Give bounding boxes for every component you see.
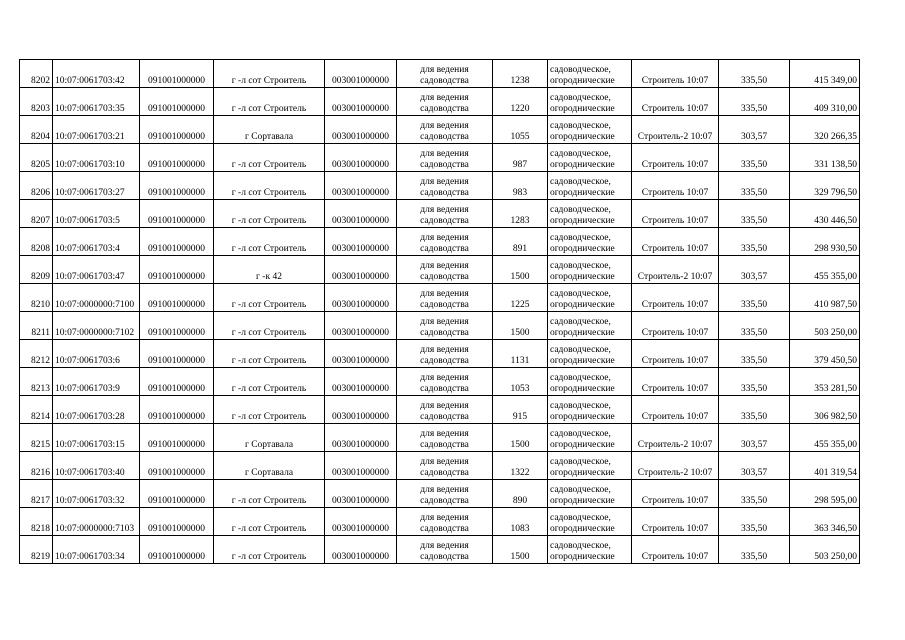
permitted-use-cell (397, 424, 493, 452)
permitted-use-line-1: для ведения (420, 233, 469, 243)
area-cell: 915 (493, 396, 548, 424)
area-cell: 1322 (493, 452, 548, 480)
table-row (20, 508, 860, 536)
land-category-line-2: огороднические (550, 188, 615, 198)
region-code-cell: 091001000000 (140, 172, 214, 200)
land-category-line-2: огороднические (550, 132, 615, 142)
area-cell: 891 (493, 228, 548, 256)
cadastral-value-cell: 409 310,00 (790, 88, 860, 116)
land-category-cell (548, 396, 632, 424)
valuation-zone-cell: Строитель 10:07 (632, 144, 719, 172)
record-number-cell: 8215 (20, 424, 53, 452)
permitted-use-cell (397, 536, 493, 564)
cadastral-number-cell: 10:07:0061703:32 (53, 480, 140, 508)
permitted-use-cell (397, 200, 493, 228)
okato-code-cell: 003001000000 (325, 536, 397, 564)
permitted-use-line-2: садоводства (420, 244, 469, 254)
land-category-cell (548, 452, 632, 480)
permitted-use-line-1: для ведения (420, 93, 469, 103)
cadastral-number-cell: 10:07:0061703:28 (53, 396, 140, 424)
area-cell: 890 (493, 480, 548, 508)
permitted-use-line-1: для ведения (420, 261, 469, 271)
record-number-cell: 8207 (20, 200, 53, 228)
valuation-zone-cell: Строитель 10:07 (632, 284, 719, 312)
table-row (20, 60, 860, 88)
land-category-line-1: садоводческое, (550, 485, 611, 495)
land-category-cell (548, 284, 632, 312)
land-category-line-1: садоводческое, (550, 261, 611, 271)
permitted-use-line-1: для ведения (420, 317, 469, 327)
table-row (20, 200, 860, 228)
address-cell: г Сортавала (214, 116, 325, 144)
area-cell: 1283 (493, 200, 548, 228)
permitted-use-line-1: для ведения (420, 457, 469, 467)
region-code-cell: 091001000000 (140, 424, 214, 452)
specific-value-cell: 303,57 (719, 452, 790, 480)
land-category-cell (548, 172, 632, 200)
record-number-cell: 8214 (20, 396, 53, 424)
region-code-cell: 091001000000 (140, 368, 214, 396)
specific-value-cell: 335,50 (719, 172, 790, 200)
permitted-use-line-1: для ведения (420, 65, 469, 75)
address-cell: г -л сот Строитель (214, 340, 325, 368)
cadastral-number-cell: 10:07:0061703:47 (53, 256, 140, 284)
table-row (20, 312, 860, 340)
land-category-cell (548, 88, 632, 116)
region-code-cell: 091001000000 (140, 60, 214, 88)
record-number-cell: 8202 (20, 60, 53, 88)
specific-value-cell: 335,50 (719, 480, 790, 508)
area-cell: 1500 (493, 536, 548, 564)
area-cell: 1500 (493, 312, 548, 340)
cadastral-number-cell: 10:07:0000000:7102 (53, 312, 140, 340)
cadastral-number-cell: 10:07:0061703:4 (53, 228, 140, 256)
permitted-use-line-1: для ведения (420, 541, 469, 551)
cadastral-value-cell: 353 281,50 (790, 368, 860, 396)
land-category-line-1: садоводческое, (550, 541, 611, 551)
land-category-line-2: огороднические (550, 272, 615, 282)
address-cell: г -л сот Строитель (214, 508, 325, 536)
address-cell: г -л сот Строитель (214, 172, 325, 200)
valuation-zone-cell: Строитель 10:07 (632, 340, 719, 368)
address-cell: г -к 42 (214, 256, 325, 284)
land-category-cell (548, 424, 632, 452)
specific-value-cell: 335,50 (719, 396, 790, 424)
region-code-cell: 091001000000 (140, 340, 214, 368)
region-code-cell: 091001000000 (140, 508, 214, 536)
land-category-line-1: садоводческое, (550, 121, 611, 131)
land-category-line-2: огороднические (550, 356, 615, 366)
permitted-use-line-2: садоводства (420, 188, 469, 198)
permitted-use-line-2: садоводства (420, 272, 469, 282)
permitted-use-line-1: для ведения (420, 373, 469, 383)
okato-code-cell: 003001000000 (325, 508, 397, 536)
specific-value-cell: 335,50 (719, 144, 790, 172)
record-number-cell: 8203 (20, 88, 53, 116)
record-number-cell: 8218 (20, 508, 53, 536)
table-row (20, 256, 860, 284)
area-cell: 1500 (493, 256, 548, 284)
okato-code-cell: 003001000000 (325, 256, 397, 284)
valuation-zone-cell: Строитель 10:07 (632, 396, 719, 424)
cadastral-number-cell: 10:07:0061703:15 (53, 424, 140, 452)
cadastral-number-cell: 10:07:0061703:42 (53, 60, 140, 88)
valuation-zone-cell: Строитель-2 10:07 (632, 424, 719, 452)
permitted-use-line-1: для ведения (420, 205, 469, 215)
address-cell: г Сортавала (214, 424, 325, 452)
land-category-cell (548, 508, 632, 536)
cadastral-value-cell: 298 930,50 (790, 228, 860, 256)
cadastral-value-cell: 329 796,50 (790, 172, 860, 200)
permitted-use-cell (397, 396, 493, 424)
region-code-cell: 091001000000 (140, 396, 214, 424)
okato-code-cell: 003001000000 (325, 60, 397, 88)
permitted-use-line-2: садоводства (420, 524, 469, 534)
valuation-zone-cell: Строитель-2 10:07 (632, 256, 719, 284)
valuation-zone-cell: Строитель-2 10:07 (632, 116, 719, 144)
table-row (20, 536, 860, 564)
address-cell: г Сортавала (214, 452, 325, 480)
cadastral-number-cell: 10:07:0061703:5 (53, 200, 140, 228)
land-category-line-1: садоводческое, (550, 429, 611, 439)
permitted-use-line-2: садоводства (420, 552, 469, 562)
okato-code-cell: 003001000000 (325, 88, 397, 116)
specific-value-cell: 303,57 (719, 256, 790, 284)
cadastral-value-cell: 455 355,00 (790, 424, 860, 452)
valuation-zone-cell: Строитель 10:07 (632, 172, 719, 200)
permitted-use-cell (397, 312, 493, 340)
permitted-use-cell (397, 144, 493, 172)
permitted-use-cell (397, 480, 493, 508)
permitted-use-line-2: садоводства (420, 104, 469, 114)
table-row (20, 396, 860, 424)
area-cell: 1500 (493, 424, 548, 452)
area-cell: 1083 (493, 508, 548, 536)
okato-code-cell: 003001000000 (325, 424, 397, 452)
specific-value-cell: 303,57 (719, 116, 790, 144)
permitted-use-line-2: садоводства (420, 412, 469, 422)
cadastral-number-cell: 10:07:0061703:40 (53, 452, 140, 480)
okato-code-cell: 003001000000 (325, 452, 397, 480)
cadastral-value-cell: 401 319,54 (790, 452, 860, 480)
cadastral-number-cell: 10:07:0061703:10 (53, 144, 140, 172)
permitted-use-line-1: для ведения (420, 345, 469, 355)
cadastral-value-cell: 430 446,50 (790, 200, 860, 228)
area-cell: 1131 (493, 340, 548, 368)
address-cell: г -л сот Строитель (214, 312, 325, 340)
permitted-use-line-1: для ведения (420, 429, 469, 439)
permitted-use-cell (397, 368, 493, 396)
land-category-line-2: огороднические (550, 216, 615, 226)
land-category-line-2: огороднические (550, 328, 615, 338)
permitted-use-line-1: для ведения (420, 177, 469, 187)
permitted-use-cell (397, 172, 493, 200)
permitted-use-line-2: садоводства (420, 216, 469, 226)
okato-code-cell: 003001000000 (325, 396, 397, 424)
address-cell: г -л сот Строитель (214, 88, 325, 116)
table-row (20, 144, 860, 172)
land-category-line-1: садоводческое, (550, 233, 611, 243)
cadastral-value-cell: 320 266,35 (790, 116, 860, 144)
area-cell: 1055 (493, 116, 548, 144)
land-category-cell (548, 312, 632, 340)
specific-value-cell: 335,50 (719, 60, 790, 88)
address-cell: г -л сот Строитель (214, 200, 325, 228)
permitted-use-line-2: садоводства (420, 356, 469, 366)
okato-code-cell: 003001000000 (325, 284, 397, 312)
permitted-use-cell (397, 60, 493, 88)
table-row (20, 88, 860, 116)
address-cell: г -л сот Строитель (214, 60, 325, 88)
cadastral-value-cell: 415 349,00 (790, 60, 860, 88)
permitted-use-line-1: для ведения (420, 149, 469, 159)
valuation-zone-cell: Строитель 10:07 (632, 60, 719, 88)
permitted-use-line-1: для ведения (420, 401, 469, 411)
permitted-use-line-2: садоводства (420, 496, 469, 506)
valuation-zone-cell: Строитель 10:07 (632, 200, 719, 228)
permitted-use-cell (397, 228, 493, 256)
record-number-cell: 8219 (20, 536, 53, 564)
land-category-cell (548, 256, 632, 284)
region-code-cell: 091001000000 (140, 228, 214, 256)
okato-code-cell: 003001000000 (325, 172, 397, 200)
land-category-cell (548, 228, 632, 256)
table-row (20, 284, 860, 312)
land-category-line-1: садоводческое, (550, 345, 611, 355)
valuation-zone-cell: Строитель-2 10:07 (632, 452, 719, 480)
record-number-cell: 8213 (20, 368, 53, 396)
specific-value-cell: 335,50 (719, 340, 790, 368)
area-cell: 1225 (493, 284, 548, 312)
land-category-cell (548, 116, 632, 144)
table-row (20, 172, 860, 200)
address-cell: г -л сот Строитель (214, 228, 325, 256)
permitted-use-line-2: садоводства (420, 160, 469, 170)
land-category-cell (548, 536, 632, 564)
land-category-cell (548, 200, 632, 228)
land-category-line-2: огороднические (550, 160, 615, 170)
valuation-zone-cell: Строитель 10:07 (632, 228, 719, 256)
okato-code-cell: 003001000000 (325, 200, 397, 228)
address-cell: г -л сот Строитель (214, 396, 325, 424)
region-code-cell: 091001000000 (140, 284, 214, 312)
permitted-use-line-2: садоводства (420, 132, 469, 142)
table-row (20, 340, 860, 368)
region-code-cell: 091001000000 (140, 116, 214, 144)
valuation-zone-cell: Строитель 10:07 (632, 480, 719, 508)
cadastral-number-cell: 10:07:0061703:35 (53, 88, 140, 116)
land-category-line-2: огороднические (550, 524, 615, 534)
okato-code-cell: 003001000000 (325, 340, 397, 368)
region-code-cell: 091001000000 (140, 452, 214, 480)
cadastral-number-cell: 10:07:0061703:27 (53, 172, 140, 200)
land-category-line-1: садоводческое, (550, 457, 611, 467)
cadastral-value-cell: 363 346,50 (790, 508, 860, 536)
permitted-use-line-2: садоводства (420, 76, 469, 86)
land-category-line-2: огороднические (550, 104, 615, 114)
permitted-use-cell (397, 284, 493, 312)
address-cell: г -л сот Строитель (214, 284, 325, 312)
cadastral-number-cell: 10:07:0061703:9 (53, 368, 140, 396)
specific-value-cell: 335,50 (719, 284, 790, 312)
land-category-line-2: огороднические (550, 384, 615, 394)
region-code-cell: 091001000000 (140, 144, 214, 172)
record-number-cell: 8210 (20, 284, 53, 312)
cadastral-number-cell: 10:07:0000000:7103 (53, 508, 140, 536)
okato-code-cell: 003001000000 (325, 368, 397, 396)
area-cell: 1238 (493, 60, 548, 88)
cadastral-value-table (19, 59, 860, 564)
land-category-line-1: садоводческое, (550, 149, 611, 159)
cadastral-value-cell: 298 595,00 (790, 480, 860, 508)
valuation-zone-cell: Строитель 10:07 (632, 368, 719, 396)
land-category-cell (548, 340, 632, 368)
cadastral-value-cell: 331 138,50 (790, 144, 860, 172)
permitted-use-cell (397, 452, 493, 480)
land-category-line-1: садоводческое, (550, 65, 611, 75)
okato-code-cell: 003001000000 (325, 144, 397, 172)
cadastral-value-cell: 379 450,50 (790, 340, 860, 368)
permitted-use-cell (397, 88, 493, 116)
address-cell: г -л сот Строитель (214, 368, 325, 396)
permitted-use-line-1: для ведения (420, 513, 469, 523)
land-category-line-2: огороднические (550, 412, 615, 422)
cadastral-number-cell: 10:07:0061703:34 (53, 536, 140, 564)
address-cell: г -л сот Строитель (214, 480, 325, 508)
cadastral-number-cell: 10:07:0061703:6 (53, 340, 140, 368)
specific-value-cell: 335,50 (719, 88, 790, 116)
cadastral-value-cell: 306 982,50 (790, 396, 860, 424)
permitted-use-line-2: садоводства (420, 300, 469, 310)
region-code-cell: 091001000000 (140, 480, 214, 508)
cadastral-number-cell: 10:07:0061703:21 (53, 116, 140, 144)
table-row (20, 228, 860, 256)
specific-value-cell: 335,50 (719, 368, 790, 396)
land-category-line-2: огороднические (550, 300, 615, 310)
land-category-line-1: садоводческое, (550, 177, 611, 187)
record-number-cell: 8206 (20, 172, 53, 200)
land-category-line-1: садоводческое, (550, 373, 611, 383)
cadastral-number-cell: 10:07:0000000:7100 (53, 284, 140, 312)
record-number-cell: 8216 (20, 452, 53, 480)
specific-value-cell: 335,50 (719, 508, 790, 536)
region-code-cell: 091001000000 (140, 536, 214, 564)
table-row (20, 452, 860, 480)
land-category-cell (548, 144, 632, 172)
region-code-cell: 091001000000 (140, 200, 214, 228)
record-number-cell: 8211 (20, 312, 53, 340)
area-cell: 1053 (493, 368, 548, 396)
land-category-line-2: огороднические (550, 468, 615, 478)
table-row (20, 116, 860, 144)
land-category-cell (548, 60, 632, 88)
record-number-cell: 8217 (20, 480, 53, 508)
table-row (20, 424, 860, 452)
permitted-use-line-2: садоводства (420, 468, 469, 478)
okato-code-cell: 003001000000 (325, 228, 397, 256)
land-category-line-2: огороднические (550, 440, 615, 450)
cadastral-value-cell: 503 250,00 (790, 312, 860, 340)
land-category-cell (548, 480, 632, 508)
table-row (20, 480, 860, 508)
address-cell: г -л сот Строитель (214, 536, 325, 564)
record-number-cell: 8212 (20, 340, 53, 368)
permitted-use-line-2: садоводства (420, 328, 469, 338)
land-category-line-2: огороднические (550, 496, 615, 506)
land-category-line-2: огороднические (550, 552, 615, 562)
valuation-zone-cell: Строитель 10:07 (632, 312, 719, 340)
land-category-line-1: садоводческое, (550, 513, 611, 523)
table-body (20, 60, 860, 564)
specific-value-cell: 335,50 (719, 228, 790, 256)
okato-code-cell: 003001000000 (325, 480, 397, 508)
region-code-cell: 091001000000 (140, 88, 214, 116)
cadastral-value-cell: 503 250,00 (790, 536, 860, 564)
permitted-use-cell (397, 116, 493, 144)
land-category-cell (548, 368, 632, 396)
area-cell: 983 (493, 172, 548, 200)
region-code-cell: 091001000000 (140, 312, 214, 340)
specific-value-cell: 335,50 (719, 536, 790, 564)
record-number-cell: 8204 (20, 116, 53, 144)
land-category-line-1: садоводческое, (550, 289, 611, 299)
land-category-line-2: огороднические (550, 244, 615, 254)
permitted-use-cell (397, 256, 493, 284)
cadastral-value-cell: 410 987,50 (790, 284, 860, 312)
land-category-line-1: садоводческое, (550, 401, 611, 411)
record-number-cell: 8205 (20, 144, 53, 172)
specific-value-cell: 335,50 (719, 312, 790, 340)
valuation-zone-cell: Строитель 10:07 (632, 88, 719, 116)
specific-value-cell: 303,57 (719, 424, 790, 452)
cadastral-value-cell: 455 355,00 (790, 256, 860, 284)
valuation-zone-cell: Строитель 10:07 (632, 536, 719, 564)
record-number-cell: 8209 (20, 256, 53, 284)
address-cell: г -л сот Строитель (214, 144, 325, 172)
land-category-line-1: садоводческое, (550, 93, 611, 103)
permitted-use-line-1: для ведения (420, 485, 469, 495)
permitted-use-line-2: садоводства (420, 440, 469, 450)
permitted-use-line-2: садоводства (420, 384, 469, 394)
area-cell: 1220 (493, 88, 548, 116)
permitted-use-line-1: для ведения (420, 121, 469, 131)
region-code-cell: 091001000000 (140, 256, 214, 284)
land-category-line-1: садоводческое, (550, 205, 611, 215)
specific-value-cell: 335,50 (719, 200, 790, 228)
valuation-zone-cell: Строитель 10:07 (632, 508, 719, 536)
land-category-line-1: садоводческое, (550, 317, 611, 327)
area-cell: 987 (493, 144, 548, 172)
permitted-use-cell (397, 508, 493, 536)
permitted-use-line-1: для ведения (420, 289, 469, 299)
okato-code-cell: 003001000000 (325, 116, 397, 144)
land-category-line-2: огороднические (550, 76, 615, 86)
permitted-use-cell (397, 340, 493, 368)
table-row (20, 368, 860, 396)
record-number-cell: 8208 (20, 228, 53, 256)
okato-code-cell: 003001000000 (325, 312, 397, 340)
